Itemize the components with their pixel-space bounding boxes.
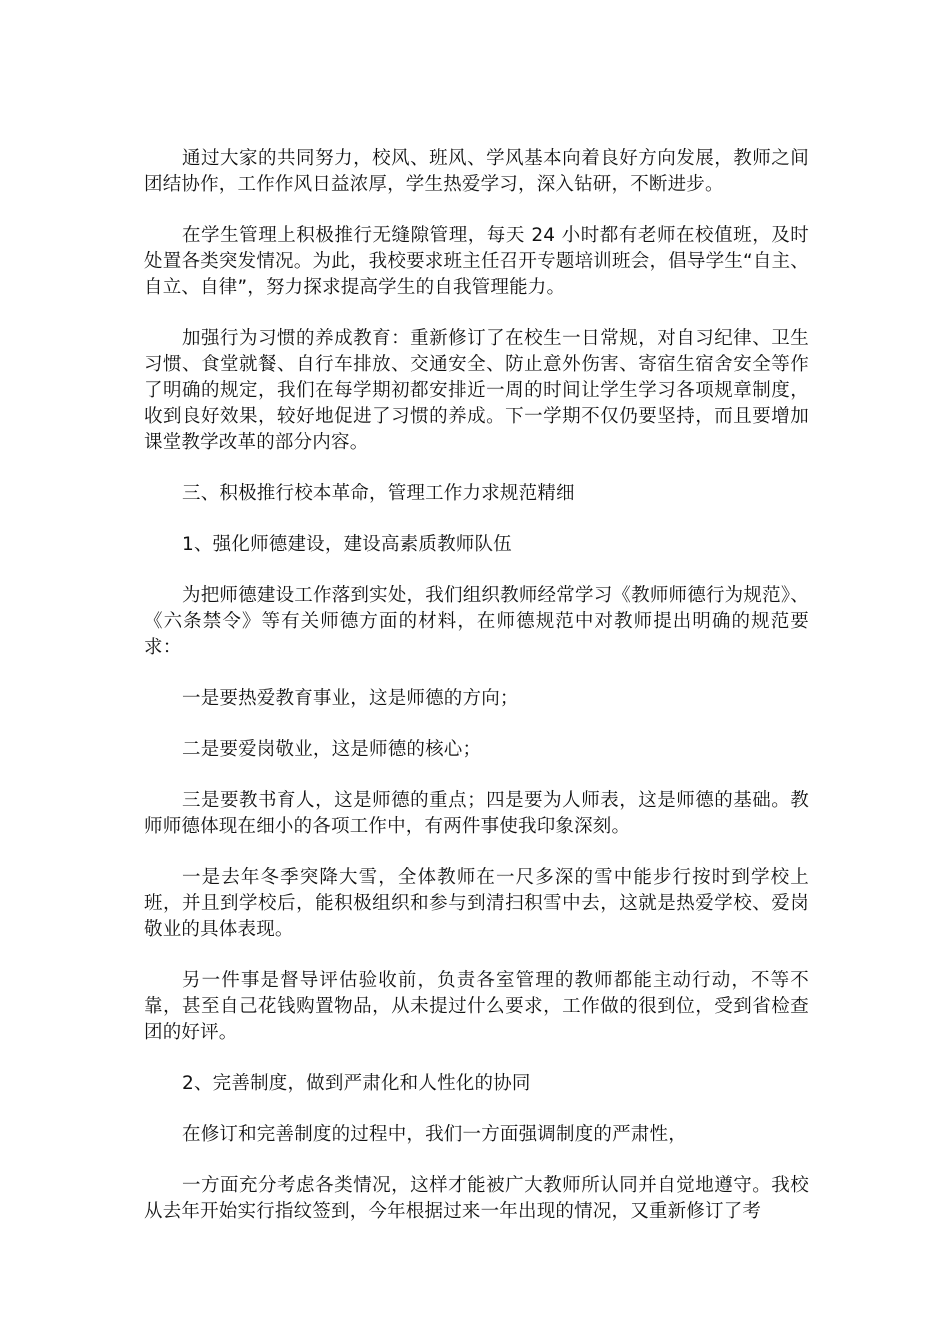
paragraph-2: 在学生管理上积极推行无缝隙管理，每天 24 小时都有老师在校值班，及时处置各类突发情况。为此，我校要求班主任召开专题培训班会，倡导学生“自主、自立、自律”，努力探求提高学生的自我管理能力。 [144, 225, 809, 298]
subheading-1: 1、强化师德建设，建设高素质教师队伍 [182, 534, 512, 555]
paragraph-6: 一是去年冬季突降大雪，全体教师在一尺多深的雪中能步行按时到学校上班，并且到学校后，能积极组织和参与到清扫积雪中去，这就是热爱学校、爱岗敬业的具体表现。 [144, 867, 809, 940]
subheading-2: 2、完善制度，做到严肃化和人性化的协同 [182, 1073, 531, 1094]
paragraph-7: 另一件事是督导评估验收前，负责各室管理的教师都能主动行动，不等不靠，甚至自己花钱购置物品，从未提过什么要求，工作做的很到位，受到省检查团的好评。 [144, 970, 809, 1043]
paragraph-8: 在修订和完善制度的过程中，我们一方面强调制度的严肃性， [182, 1124, 687, 1145]
paragraph-9: 一方面充分考虑各类情况，这样才能被广大教师所认同并自觉地遵守。我校从去年开始实行指纹签到，今年根据过来一年出现的情况，又重新修订了考 [144, 1175, 809, 1222]
list-item-1: 一是要热爱教育事业，这是师德的方向； [182, 688, 519, 709]
document-body [144, 146, 809, 1250]
list-item-2: 二是要爱岗敬业，这是师德的核心； [182, 739, 482, 760]
section-heading-3: 三、积极推行校本革命，管理工作力求规范精细 [182, 483, 575, 504]
paragraph-3: 加强行为习惯的养成教育：重新修订了在校生一日常规，对自习纪律、卫生习惯、食堂就餐、自行车排放、交通安全、防止意外伤害、寄宿生宿舍安全等作了明确的规定，我们在每学期初都安排近一周的时间让学生学习各项规章制度，收到良好效果，较好地促进了习惯的养成。下一学期不仅仍要坚持，而且要增加课堂教学改革的部分内容。 [144, 328, 809, 453]
paragraph-5: 三是要教书育人，这是师德的重点；四是要为人师表，这是师德的基础。教师师德体现在细小的各项工作中，有两件事使我印象深刻。 [144, 790, 809, 837]
paragraph-1: 通过大家的共同努力，校风、班风、学风基本向着良好方向发展，教师之间团结协作，工作作风日益浓厚，学生热爱学习，深入钻研，不断进步。 [144, 148, 809, 195]
paragraph-4: 为把师德建设工作落到实处，我们组织教师经常学习《教师师德行为规范》、《六条禁令》等有关师德方面的材料，在师德规范中对教师提出明确的规范要求： [144, 585, 809, 658]
